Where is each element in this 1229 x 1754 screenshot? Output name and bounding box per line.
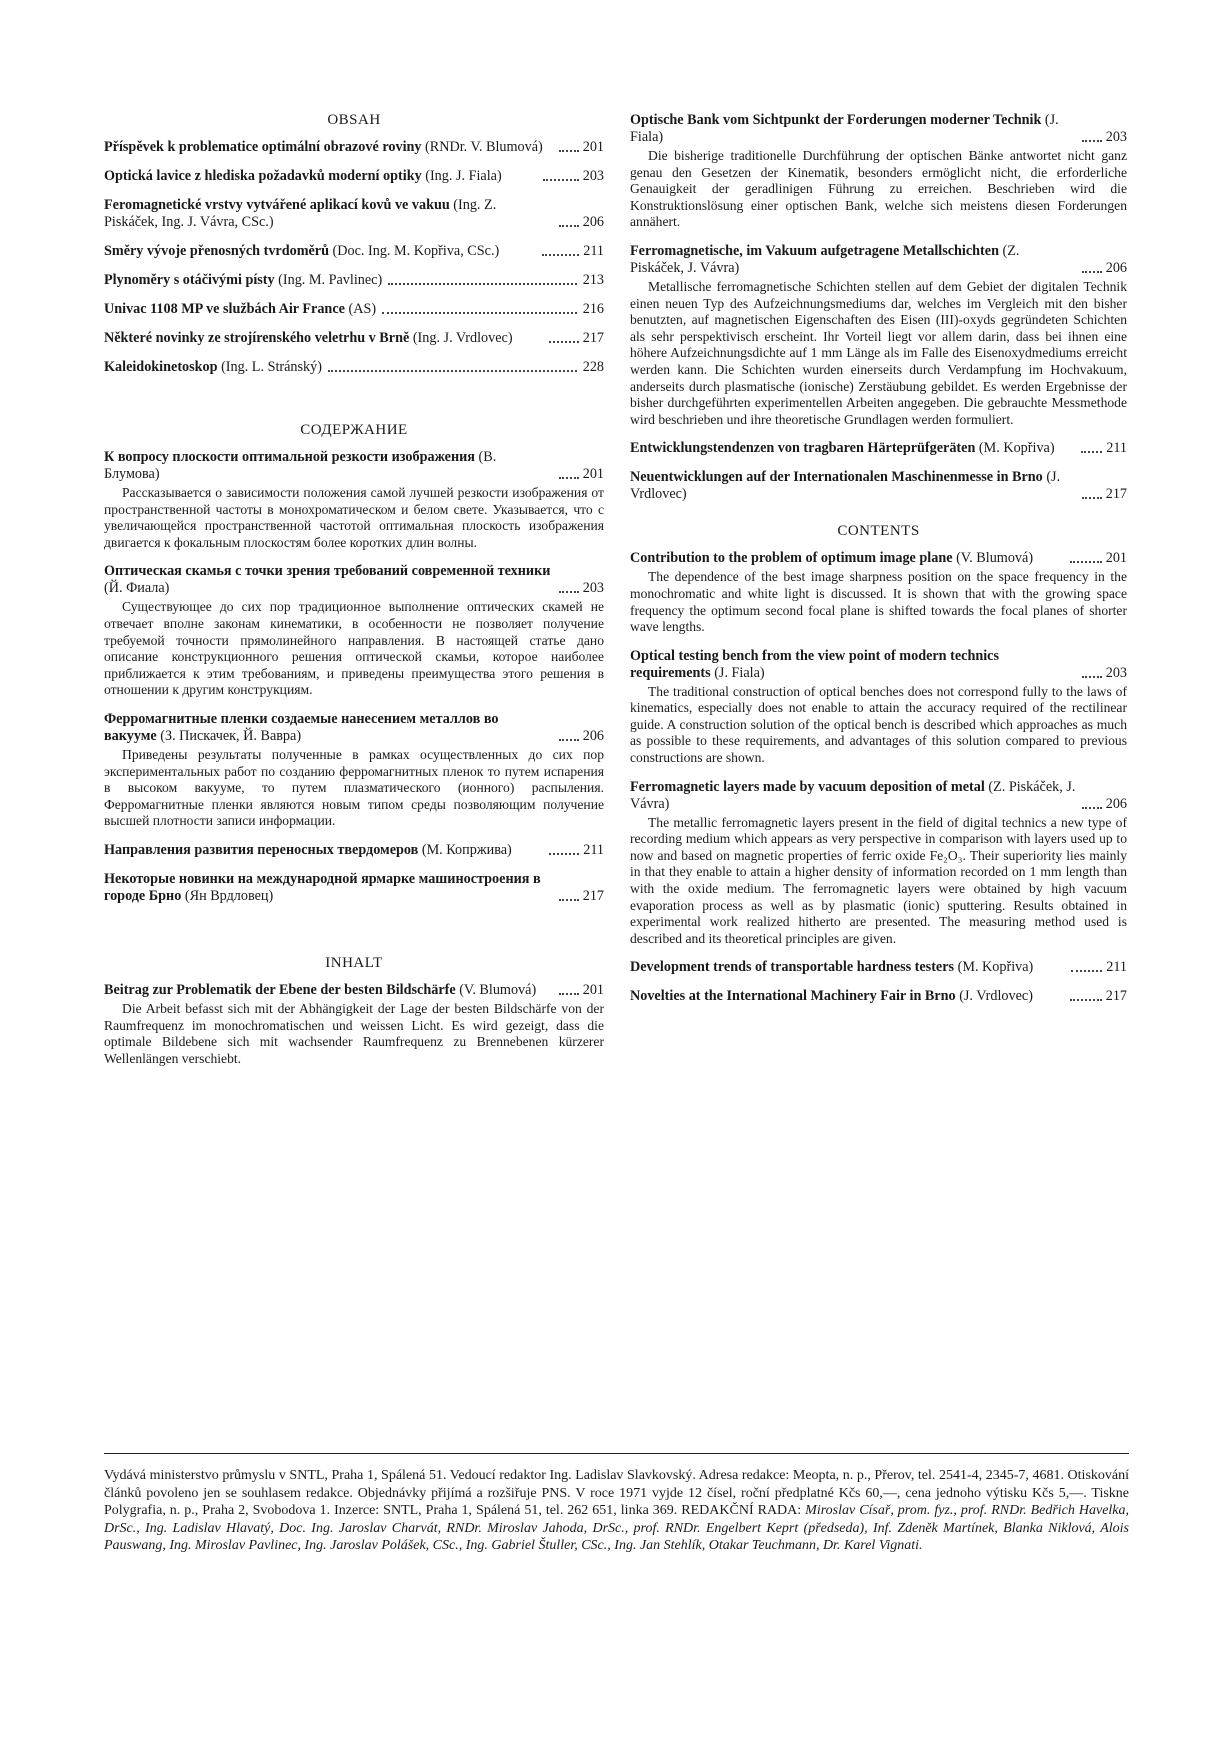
inhalt-entry[interactable] bbox=[104, 982, 604, 1067]
dot-leader bbox=[559, 477, 579, 479]
dot-leader bbox=[1082, 676, 1102, 678]
obsah-entry[interactable] bbox=[104, 330, 604, 347]
entry-abstract: Приведены результаты полученные в рамках осуществленных до сих пор экспериментальных работ по созданию ферромагнитных пленок то путем испарения в высоком вакууме, то путем плазматического (ионного) распыления. Ферромагнитные пленки являются новым типом среды позволяющим получение высшей плотности записи информации. bbox=[104, 746, 604, 829]
entry-abstract: Metallische ferromagnetische Schichten stellen auf dem Gebiet der digitalen Technik einen neuen Typ des Aufzeichnungsmediums dar, welches im Vergleich mit den bisher benutzten, auf magnetischen Eigenschaften des Eisen (III)-oxyds gegründeten Schichten als sehr perspektivisch erscheint. Ihr Vorteil liegt vor allem darin, dass bei ihnen eine höhere Aufzeichnungsdichte auf 1 mm Länge als im Falle des Eisenoxydmediums erreicht werden kann. Die Schichten wurden einerseits durch Verdampfung im Hochvakuum, anderseits durch plasmatische (ionische) Zerstäubung gebildet. Es werden Ergebnisse der bisher durchgeführten experimentellen Arbeiten angegeben. Die gebrauchte Messmethode wird beschrieben und ihre theoretische Grundlagen werden formuliert. bbox=[630, 278, 1127, 427]
page-number: 206 bbox=[582, 727, 604, 744]
entry-authors: (З. Пискачек, Й. Вавра) bbox=[160, 727, 302, 744]
entry-authors: (RNDr. V. Blumová) bbox=[425, 139, 543, 155]
entry-title: Novelties at the International Machinery Fair in Brno bbox=[630, 988, 956, 1005]
entry-title: Некоторые новинки на международной ярмарке машиностроения в городе Брно bbox=[104, 870, 541, 904]
dot-leader bbox=[559, 993, 579, 995]
contents-entry[interactable] bbox=[630, 988, 1127, 1005]
entry-authors: (Z. Piskáček, J. Vávra) bbox=[630, 778, 1076, 812]
dot-leader bbox=[1082, 807, 1102, 809]
entry-title: Entwicklungstendenzen von tragbaren Härteprüfgeräten bbox=[630, 440, 976, 457]
page-number: 211 bbox=[583, 243, 604, 259]
page-number: 203 bbox=[582, 168, 604, 184]
page-number: 206 bbox=[1105, 259, 1127, 276]
entry-authors: (V. Blumová) bbox=[459, 981, 537, 998]
page-number: 217 bbox=[1105, 486, 1127, 503]
obsah-entry[interactable] bbox=[104, 139, 604, 156]
entry-authors: (J. Vrdlovec) bbox=[630, 469, 1061, 503]
page-number: 201 bbox=[1105, 550, 1128, 567]
entry-title: Beitrag zur Problematik der Ebene der besten Bildschärfe bbox=[104, 981, 456, 998]
obsah-entry[interactable] bbox=[104, 243, 604, 260]
page-number: 201 bbox=[582, 139, 604, 155]
entry-title: Optische Bank vom Sichtpunkt der Forderungen moderner Technik bbox=[630, 112, 1042, 128]
soderzhanie-list bbox=[104, 449, 604, 905]
obsah-entry[interactable] bbox=[104, 301, 604, 318]
right-column bbox=[630, 112, 1127, 1017]
dot-leader bbox=[1082, 497, 1102, 499]
inhalt-list-left bbox=[104, 982, 604, 1067]
entry-authors: (Ing. L. Stránský) bbox=[221, 359, 322, 375]
page-number: 201 bbox=[582, 981, 604, 998]
entry-authors: (Ян Врдловец) bbox=[184, 887, 274, 904]
entry-authors: (J. Fiala) bbox=[714, 664, 765, 681]
entry-title: Ferromagnetische, im Vakuum aufgetragene Metallschichten bbox=[630, 242, 999, 259]
dot-leader bbox=[328, 370, 577, 372]
dot-leader bbox=[542, 254, 579, 256]
entry-title: Ferromagnetic layers made by vacuum deposition of metal bbox=[630, 778, 985, 795]
entry-authors: (Z. Piskáček, J. Vávra) bbox=[630, 242, 1020, 276]
entry-authors: (М. Копржива) bbox=[421, 841, 512, 858]
entry-title: Kaleidokinetoskop bbox=[104, 359, 218, 375]
entry-title: Contribution to the problem of optimum image plane bbox=[630, 550, 953, 567]
entry-authors: (Ing. J. Vrdlovec) bbox=[412, 330, 513, 346]
entry-abstract: The dependence of the best image sharpness position on the space frequency in the monochromatic and white light is discussed. It is shown that with the growing space frequency the optimum second focal plane is shifted towards the focal planes of shorter wave lengths. bbox=[630, 569, 1127, 635]
page-number: 206 bbox=[582, 214, 604, 230]
entry-title: Univac 1108 MP ve službách Air France bbox=[104, 301, 345, 317]
dot-leader bbox=[1081, 451, 1102, 453]
entry-title: Směry vývoje přenosných tvrdoměrů bbox=[104, 243, 329, 259]
dot-leader bbox=[559, 225, 579, 227]
page-number: 211 bbox=[1106, 440, 1128, 457]
dot-leader bbox=[549, 341, 579, 343]
entry-authors: (Doc. Ing. M. Kopřiva, CSc.) bbox=[332, 243, 500, 259]
entry-title: К вопросу плоскости оптимальной резкости изображения bbox=[104, 449, 475, 465]
inhalt-entry[interactable] bbox=[630, 440, 1127, 457]
entry-title: Optical testing bench from the view point of modern technics requirements bbox=[630, 647, 999, 681]
footer-divider bbox=[104, 1453, 1129, 1454]
entry-authors: (J. Fiala) bbox=[630, 112, 1059, 145]
entry-authors: (M. Kopřiva) bbox=[957, 959, 1034, 976]
page-number: 203 bbox=[1105, 129, 1127, 145]
obsah-list bbox=[104, 139, 604, 376]
inhalt-list-right bbox=[630, 112, 1127, 503]
left-column bbox=[104, 112, 604, 1079]
page-number: 211 bbox=[1106, 959, 1127, 976]
obsah-entry[interactable] bbox=[104, 359, 604, 376]
page-number: 217 bbox=[582, 887, 604, 904]
entry-authors: (Ing. M. Pavlinec) bbox=[278, 272, 383, 288]
page-number: 217 bbox=[1105, 988, 1127, 1005]
entry-title: Feromagnetické vrstvy vytvářené aplikací kovů ve vakuu bbox=[104, 197, 450, 213]
dot-leader bbox=[1070, 999, 1101, 1001]
soderzhanie-heading: СОДЕРЖАНИЕ bbox=[300, 422, 408, 438]
page-number: 217 bbox=[582, 330, 604, 346]
soderzhanie-entry[interactable] bbox=[104, 563, 604, 699]
entry-abstract: Die Arbeit befasst sich mit der Abhängigkeit der Lage der besten Bildschärfe von der Raumfrequenz im monochromatischen und weissen Licht. Es wird gezeigt, dass die optimale Bildebene sich mit wachsender Raumfrequenz zu Brennebenen kürzerer Wellenlängen verschiebt. bbox=[104, 1000, 604, 1066]
obsah-heading: OBSAH bbox=[327, 112, 381, 128]
contents-entry[interactable] bbox=[630, 648, 1127, 767]
dot-leader bbox=[543, 179, 579, 181]
dot-leader bbox=[1082, 271, 1102, 273]
imprint-text: Vydává ministerstvo průmyslu v SNTL, Praha 1, Spálená 51. Vedoucí redaktor Ing. Ladislav Slavkovský. Adresa redakce: Meopta, n. p., Přerov, tel. 2541-4, 2345-7, 4681. Otiskování článků povoleno jen se souhlasem redakce. Objednávky přijímá a rozšiřuje PNS. V roce 1971 vyjde 12 čísel, roční předplatné Kčs 60,—, cena jednoho výtisku Kčs 5,—. Tiskne Polygrafia, n. p., Praha 2, Svobodova 1. Inzerce: SNTL, Praha 1, Spálená 51, tel. 262 651, linka 369. bbox=[104, 1468, 1129, 1518]
dot-leader bbox=[382, 312, 577, 314]
editorial-board-members: Miroslav Císař, prom. fyz., prof. RNDr. Bedřich Havelka, DrSc., Ing. Ladislav Hlavatý, Doc. Ing. Jaroslav Charvát, RNDr. Miroslav Jahoda, DrSc., prof. RNDr. Engelbert Keprt (předseda), Inf. Zdeněk Martínek, Blanka Niklová, Alois Pauswang, Ing. Miroslav Pavlinec, Ing. Jaroslav Polášek, CSc., Ing. Gabriel Štuller, CSc., Ing. Jan Stehlík, Otakar Teuchmann, Dr. Karel Vignati. bbox=[104, 1503, 1130, 1553]
entry-abstract: Рассказывается о зависимости положения самой лучшей резкости изображения от пространственной частоты в монохроматическом и белом свете. Указывается, что с увеличающейся пространственной частотой оптимальная плоскость изображения двигается к фокальным плоскостям более коротких длин волны. bbox=[104, 485, 604, 550]
entry-authors: (V. Blumová) bbox=[956, 550, 1034, 567]
page-number: 201 bbox=[582, 466, 604, 482]
page-number: 216 bbox=[582, 301, 604, 317]
entry-title: Neuentwicklungen auf der Internationalen Maschinenmesse in Brno bbox=[630, 469, 1043, 486]
entry-authors: (Ing. Z. Piskáček, Ing. J. Vávra, CSc.) bbox=[104, 197, 497, 230]
contents-entry[interactable] bbox=[630, 779, 1127, 948]
dot-leader bbox=[1082, 140, 1102, 142]
contents-heading: CONTENTS bbox=[837, 523, 920, 540]
inhalt-entry[interactable] bbox=[630, 243, 1127, 428]
editorial-board-label: REDAKČNÍ RADA: bbox=[681, 1503, 802, 1518]
entry-abstract: Существующее до сих пор традиционное выполнение оптических скамей не отвечает вполне законам кинематики, в особенности не позволяет получение требуемой точности прямолинейного направления. В настоящей статье дано описание конструкционного решения оптической скамьи, которое наиболее приближается к этим требованиям, и приведены преимущества этого решения в отношении к другим конструкциям. bbox=[104, 599, 604, 698]
obsah-entry[interactable] bbox=[104, 168, 604, 185]
contents-list bbox=[630, 550, 1127, 1005]
soderzhanie-entry[interactable] bbox=[104, 871, 604, 905]
page-number: 228 bbox=[582, 359, 604, 375]
contents-entry[interactable] bbox=[630, 550, 1127, 635]
dot-leader bbox=[388, 283, 577, 285]
obsah-entry[interactable] bbox=[104, 197, 604, 231]
entry-authors: (M. Kopřiva) bbox=[978, 440, 1055, 457]
entry-abstract: The traditional construction of optical benches does not correspond fully to the laws of kinematics, especially does not enable to attain the accuracy required of the rectilinear guide. A construction solution of the optical bench is described which approaches as much as possible to these requirements, and advantages of this solution compared to previous constructions are shown. bbox=[630, 683, 1127, 766]
entry-authors: (AS) bbox=[348, 301, 377, 317]
page-number: 213 bbox=[582, 272, 604, 288]
entry-authors: (В. Блумова) bbox=[104, 449, 497, 482]
page-number: 203 bbox=[1105, 664, 1127, 681]
soderzhanie-entry[interactable] bbox=[104, 711, 604, 830]
inhalt-heading: INHALT bbox=[325, 954, 383, 971]
entry-title: Některé novinky ze strojírenského veletrhu v Brně bbox=[104, 330, 410, 346]
inhalt-entry[interactable] bbox=[630, 112, 1127, 231]
imprint bbox=[104, 1467, 1129, 1555]
page-number: 203 bbox=[582, 580, 604, 597]
dot-leader bbox=[559, 150, 579, 152]
dot-leader bbox=[559, 739, 579, 741]
entry-authors: (Й. Фиала) bbox=[104, 580, 170, 597]
entry-title: Оптическая скамья с точки зрения требований современной техники bbox=[104, 563, 551, 580]
dot-leader bbox=[559, 591, 579, 593]
dot-leader bbox=[1071, 970, 1102, 972]
dot-leader bbox=[559, 899, 579, 901]
dot-leader bbox=[549, 853, 580, 855]
entry-title: Ферромагнитные пленки создаемые нанесением металлов во вакууме bbox=[104, 710, 499, 744]
page-number: 211 bbox=[583, 841, 605, 858]
entry-title: Příspěvek k problematice optimální obrazové roviny bbox=[104, 139, 422, 155]
entry-title: Development trends of transportable hardness testers bbox=[630, 959, 955, 976]
page-number: 206 bbox=[1105, 795, 1127, 812]
entry-title: Направления развития переносных твердомеров bbox=[104, 841, 419, 858]
dot-leader bbox=[1070, 561, 1101, 563]
inhalt-entry[interactable] bbox=[630, 469, 1127, 503]
soderzhanie-entry[interactable] bbox=[104, 842, 604, 859]
contents-entry[interactable] bbox=[630, 959, 1127, 976]
entry-authors: (J. Vrdlovec) bbox=[959, 988, 1033, 1005]
entry-title: Optická lavice z hlediska požadavků moderní optiky bbox=[104, 168, 422, 184]
soderzhanie-entry[interactable] bbox=[104, 449, 604, 551]
obsah-entry[interactable] bbox=[104, 272, 604, 289]
entry-authors: (Ing. J. Fiala) bbox=[425, 168, 502, 184]
entry-abstract: Die bisherige traditionelle Durchführung der optischen Bänke antwortet nicht ganz genau den Gesetzen der Kinematik, besonders ermöglicht nicht, die erforderliche Genauigkeit der geradlinigen Führung zu erreichen. Beschrieben wird die Konstruktionslösung einer optischen Bank, welche sich meistens diesen Forderungen annähert. bbox=[630, 148, 1127, 230]
entry-abstract: The metallic ferromagnetic layers present in the field of digital technics a new type of recording medium which appears as very perspective in comparison with layers used up to now and based on magnetic properties of ferric oxide Fe₂O₃. Their superiority lies mainly in that they enable to attain a higher density of information recorded on 1 mm length than with the oxide medium. The ferromagnetic layers were obtained by high vacuum evaporation process as well as by plasmatic (ionic) sputtering. Results obtained in experimental work realized hitherto are presented. The measuring method used is described and its theoretical principles are given. bbox=[630, 814, 1127, 946]
entry-title: Plynoměry s otáčivými písty bbox=[104, 272, 275, 288]
